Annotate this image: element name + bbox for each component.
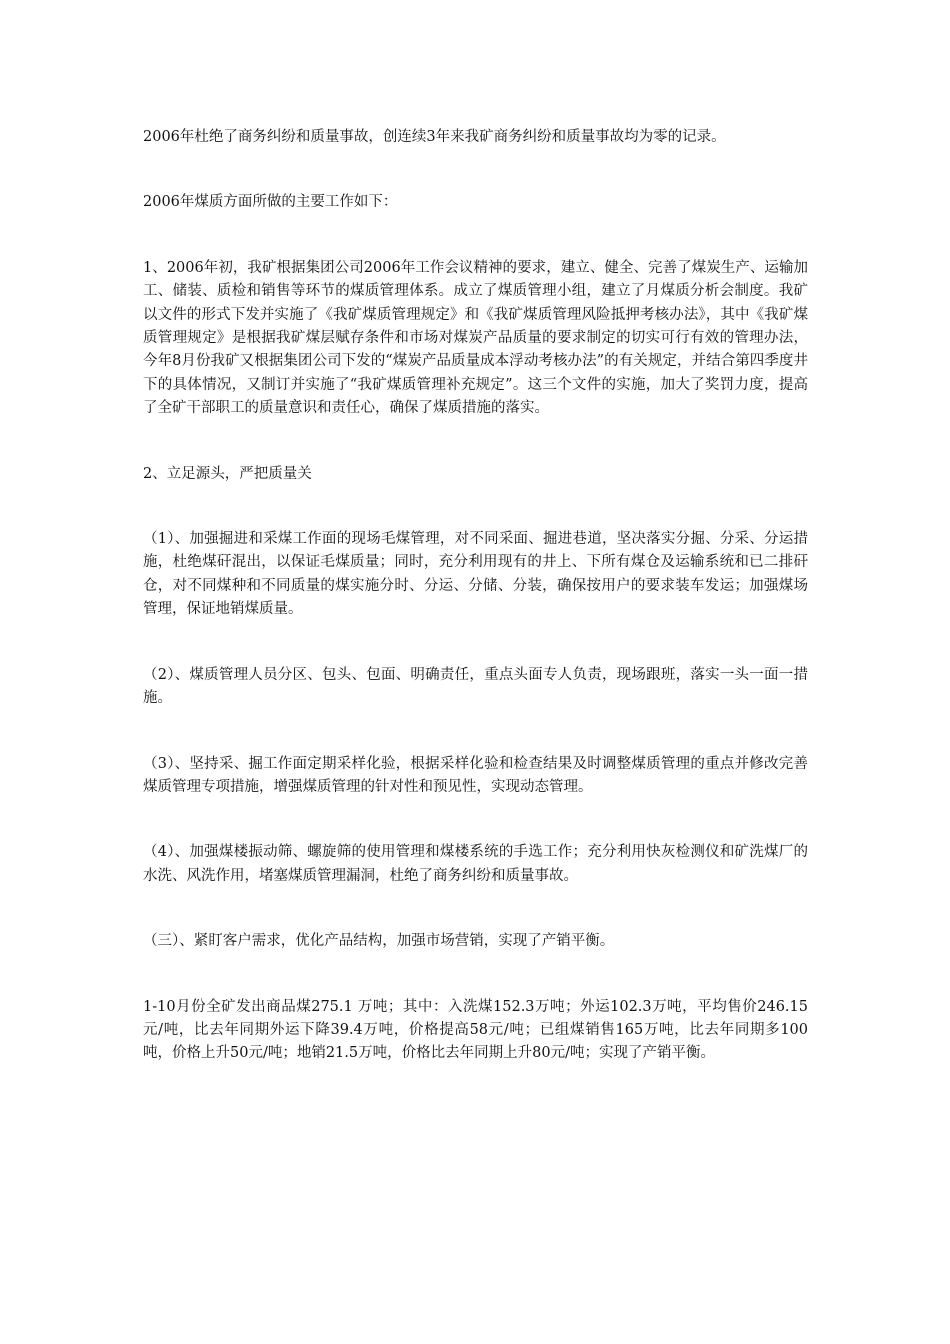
paragraph-management-system: 1、2006年初，我矿根据集团公司2006年工作会议精神的要求，建立、健全、完善了煤炭生产、运输加工、储装、质检和销售等环节的煤质管理体系。成立了煤质管理小组，建立了月煤质分析会制度。我矿以文件的形式下发并实施了《我矿煤质管理规定》和《我矿煤质管理风险抵押考核办法》，其中《我矿煤质管理规定》是根据我矿煤层赋存条件和市场对煤炭产品质量的要求制定的切实可行有效的管理办法，今年8月份我矿又根据集团公司下发的“煤炭产品质量成本浮动考核办法”的有关规定，并结合第四季度井下的具体情况，又制订并实施了“我矿煤质管理补充规定”。这三个文件的实施，加大了奖罚力度，提高了全矿干部职工的质量意识和责任心，确保了煤质措施的落实。 xyxy=(143,259,808,417)
paragraph-main-work-heading: 2006年煤质方面所做的主要工作如下： xyxy=(143,194,398,211)
paragraph-item-1: （1）、加强掘进和采煤工作面的现场毛煤管理，对不同采面、掘进巷道，坚决落实分掘、分采、分运措施，杜绝煤矸混出，以保证毛煤质量；同时，充分利用现有的井上、下所有煤仓及运输系统和已二排矸仓，对不同煤种和不同质量的煤实施分时、分运、分储、分装，确保按用户的要求装车发运；加强煤场管理，保证地销煤质量。 xyxy=(143,531,808,618)
paragraph-item-2: （2）、煤质管理人员分区、包头、包面、明确责任，重点头面专人负责，现场跟班，落实一头一面一措施。 xyxy=(143,666,808,707)
paragraph-section-3-heading: （三）、紧盯客户需求，优化产品结构，加强市场营销，实现了产销平衡。 xyxy=(143,933,615,950)
paragraph-record-summary: 2006年杜绝了商务纠纷和质量事故，创连续3年来我矿商务纠纷和质量事故均为零的记录。 xyxy=(143,129,726,145)
document-body xyxy=(143,126,808,1108)
paragraph-item-4: （4）、加强煤楼振动筛、螺旋筛的使用管理和煤楼系统的手选工作；充分利用快灰检测仪和矿洗煤厂的水洗、风洗作用，堵塞煤质管理漏洞，杜绝了商务纠纷和质量事故。 xyxy=(143,844,808,884)
paragraph-item-3: （3）、坚持采、掘工作面定期采样化验，根据采样化验和检查结果及时调整煤质管理的重点并修改完善煤质管理专项措施，增强煤质管理的针对性和预见性，实现动态管理。 xyxy=(143,755,808,795)
paragraph-sales-figures: 1-10月份全矿发出商品煤275.1 万吨；其中：入洗煤152.3万吨；外运102.3万吨，平均售价246.15元/吨，比去年同期外运下降39.4万吨，价格提高58元/吨；已组煤销售165万吨，比去年同期多100吨，价格上升50元/吨；地销21.5万吨，价格比去年同期上升80元/吨；实现了产销平衡。 xyxy=(143,998,808,1062)
paragraph-source-quality-heading: 2、立足源头，严把质量关 xyxy=(143,465,312,482)
